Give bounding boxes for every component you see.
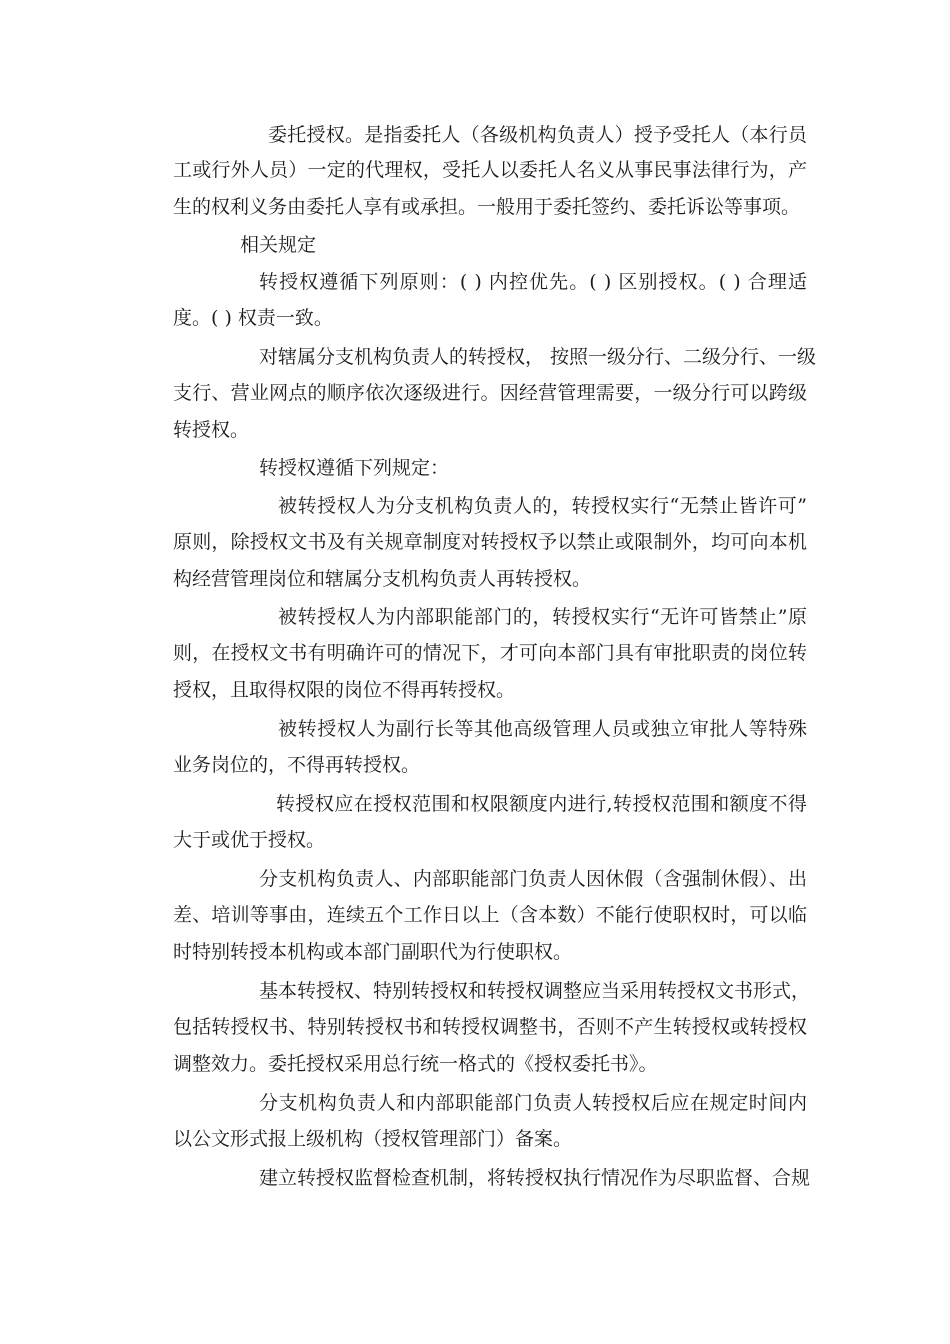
paragraph-10-line-1: 分支机构负责人、内部职能部门负责人因休假（含强制休假）、出 bbox=[259, 868, 807, 890]
paragraph-4-line-2: 支行、营业网点的顺序依次逐级进行。因经营管理需要，一级分行可以跨级 bbox=[173, 382, 807, 404]
paragraph-12-line-1: 分支机构负责人和内部职能部门负责人转授权后应在规定时间内 bbox=[259, 1092, 807, 1114]
paragraph-11-line-3: 调整效力。委托授权采用总行统一格式的《授权委托书》。 bbox=[173, 1053, 658, 1075]
paragraph-4-line-1: 对辖属分支机构负责人的转授权， 按照一级分行、二级分行、一级 bbox=[259, 346, 817, 368]
paragraph-1-line-2: 工或行外人员）一定的代理权，受托人以委托人名义从事民事法律行为，产 bbox=[173, 159, 807, 181]
paragraph-8-line-2: 业务岗位的，不得再转授权。 bbox=[173, 754, 421, 776]
paragraph-6-line-3: 构经营管理岗位和辖属分支机构负责人再转授权。 bbox=[173, 568, 592, 590]
paragraph-10-line-2: 差、培训等事由，连续五个工作日以上（含本数）不能行使职权时，可以临 bbox=[173, 904, 807, 926]
paragraph-11-line-1: 基本转授权、特别转授权和转授权调整应当采用转授权文书形式， bbox=[259, 980, 811, 1002]
section-heading: 相关规定 bbox=[240, 234, 317, 256]
paragraph-5-line-1: 转授权遵循下列规定： bbox=[259, 457, 450, 479]
paragraph-7-line-1: 被转授权人为内部职能部门的，转授权实行“无许可皆禁止”原 bbox=[278, 606, 807, 628]
paragraph-11-line-2: 包括转授权书、特别转授权书和转授权调整书，否则不产生转授权或转授权 bbox=[173, 1016, 807, 1038]
paragraph-4-line-3: 转授权。 bbox=[173, 419, 250, 441]
paragraph-9-line-1: 转授权应在授权范围和权限额度内进行,转授权范围和额度不得 bbox=[276, 793, 807, 815]
paragraph-10-line-3: 时特别转授本机构或本部门副职代为行使职权。 bbox=[173, 941, 573, 963]
paragraph-9-line-2: 大于或优于授权。 bbox=[173, 829, 326, 851]
paragraph-7-line-2: 则，在授权文书有明确许可的情况下，才可向本部门具有审批职责的岗位转 bbox=[173, 642, 807, 664]
paragraph-7-line-3: 授权，且取得权限的岗位不得再转授权。 bbox=[173, 679, 516, 701]
paragraph-13-line-1: 建立转授权监督检查机制，将转授权执行情况作为尽职监督、合规 bbox=[259, 1167, 811, 1189]
paragraph-8-line-1: 被转授权人为副行长等其他高级管理人员或独立审批人等特殊 bbox=[278, 718, 807, 740]
paragraph-12-line-2: 以公文形式报上级机构（授权管理部门）备案。 bbox=[173, 1128, 573, 1150]
paragraph-1-line-1: 委托授权。是指委托人（各级机构负责人）授予受托人（本行员 bbox=[268, 124, 807, 146]
paragraph-6-line-1: 被转授权人为分支机构负责人的，转授权实行“无禁止皆许可” bbox=[278, 495, 807, 517]
paragraph-6-line-2: 原则，除授权文书及有关规章制度对转授权予以禁止或限制外，均可向本机 bbox=[173, 531, 807, 553]
paragraph-3-line-1: 转授权遵循下列原则：( ) 内控优先。( ) 区别授权。( ) 合理适 bbox=[259, 271, 807, 293]
paragraph-1-line-3: 生的权利义务由委托人享有或承担。一般用于委托签约、委托诉讼等事项。 bbox=[173, 196, 801, 218]
paragraph-3-line-2: 度。( ) 权责一致。 bbox=[173, 307, 333, 329]
